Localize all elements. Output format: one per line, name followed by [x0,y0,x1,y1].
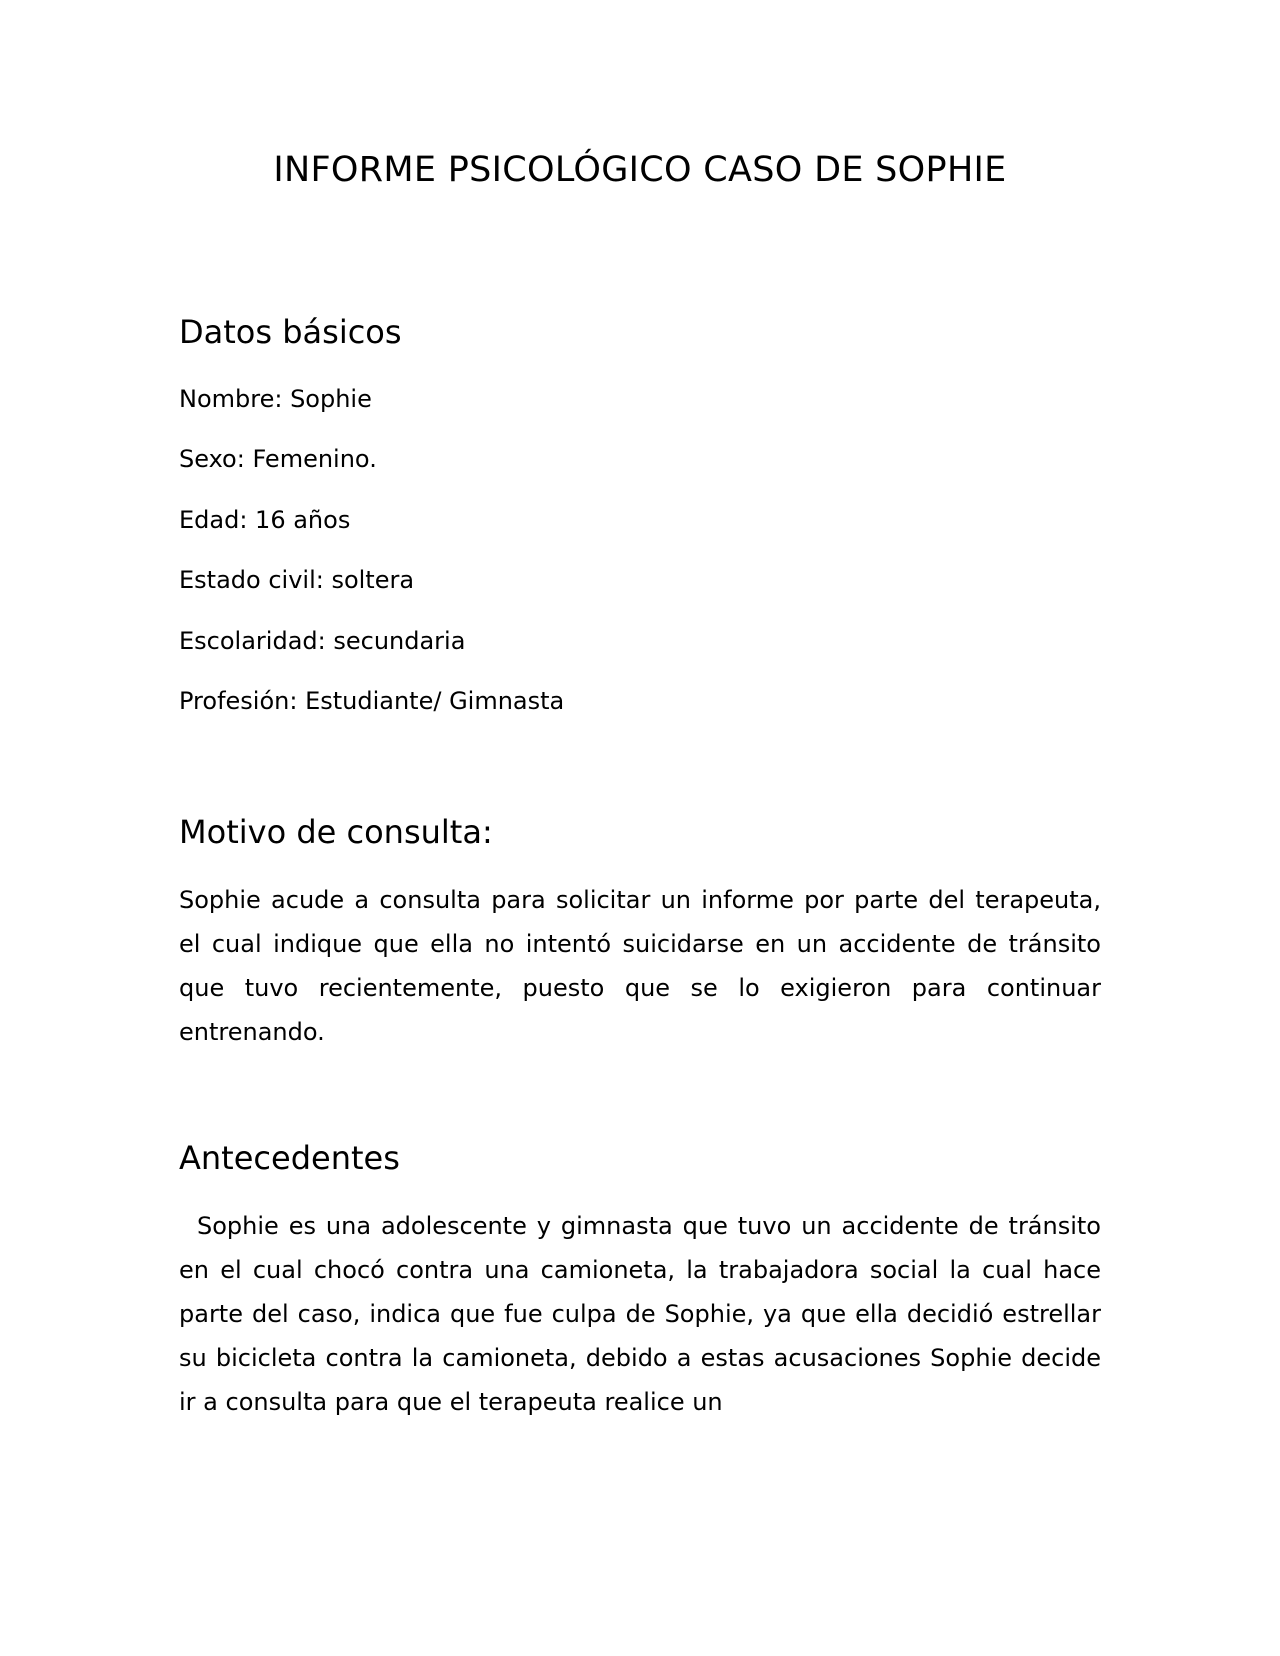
consultation-reason-body [179,878,1101,1054]
background-text: Sophie es una adolescente y gimnasta que tuvo un accidente de tránsito en el cual chocó contra una camioneta, la trabajadora social la cual hace parte del caso, indica que fue culpa de Sophie, ya que ella decidió estrellar su bicicleta contra la camioneta, debido a estas acusaciones Sophie decide ir a consulta para que el terapeuta realice un [179,1212,1101,1416]
basic-data-fields [179,384,1101,724]
background-section [179,1138,1101,1178]
field-profession: Profesión: Estudiante/ Gimnasta [179,687,565,715]
background-body [179,1204,1101,1424]
field-name: Nombre: Sophie [179,385,372,413]
basic-data-section [179,312,1101,352]
document-title: INFORME PSICOLÓGICO CASO DE SOPHIE [273,150,1007,190]
field-age: Edad: 16 años [179,506,351,534]
consultation-reason-heading: Motivo de consulta: [179,813,493,851]
background-heading: Antecedentes [179,1139,400,1177]
basic-data-heading: Datos básicos [179,313,402,351]
field-civil-status: Estado civil: soltera [179,566,415,594]
consultation-reason-section [179,812,1101,852]
consultation-reason-text: Sophie acude a consulta para solicitar un informe por parte del terapeuta, el cual indique que ella no intentó suicidarse en un accidente de tránsito que tuvo recientemente, puesto que se lo exigieron para continuar entrenando. [179,886,1101,1046]
field-sex: Sexo: Femenino. [179,445,377,473]
field-schooling: Escolaridad: secundaria [179,627,466,655]
